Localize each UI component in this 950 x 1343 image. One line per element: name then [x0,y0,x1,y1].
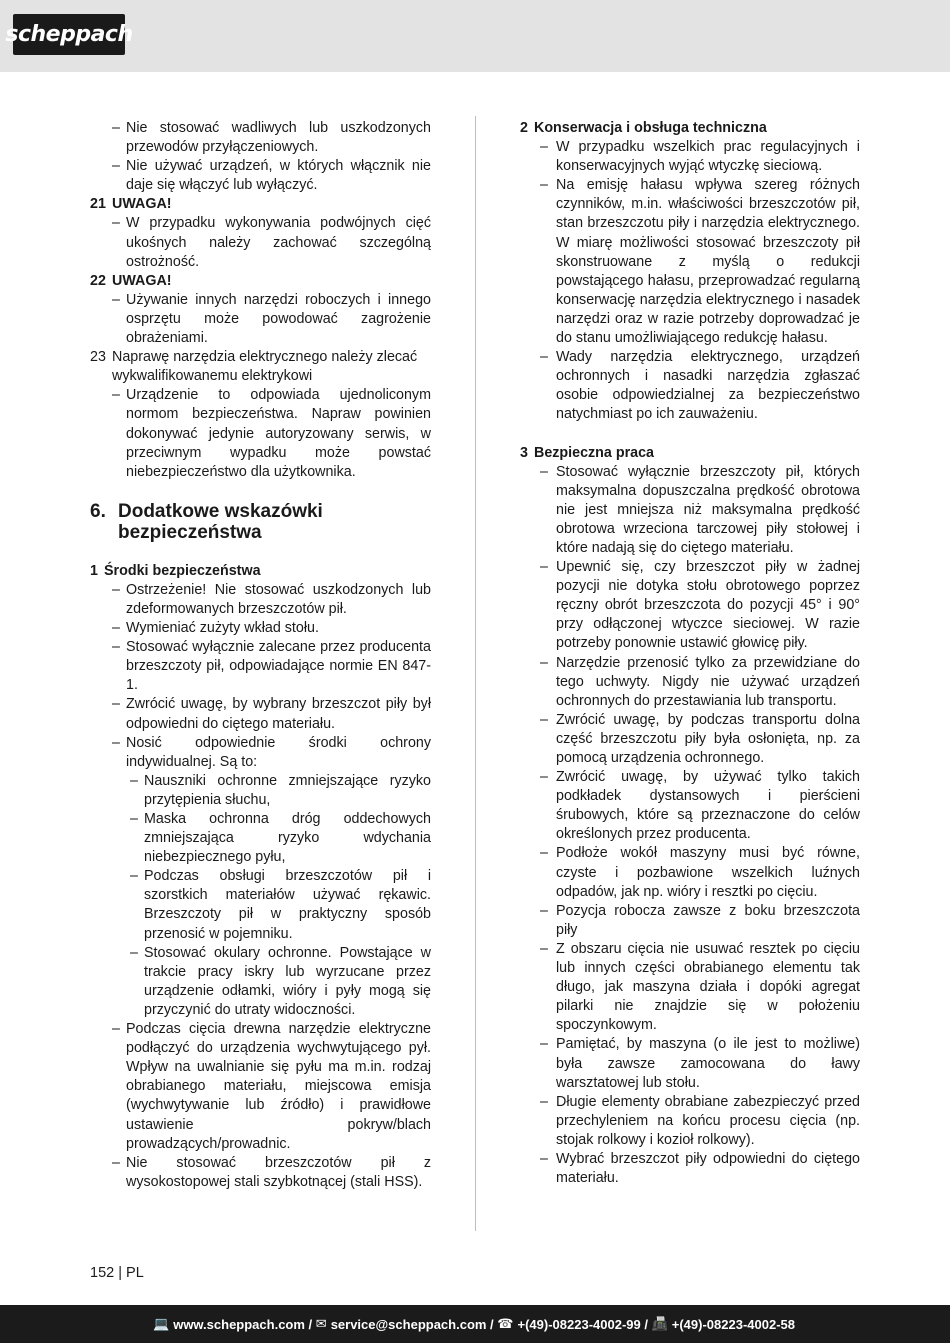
item-text: Urządzenie to odpowiada ujednoliconym normom bezpieczeństwa. Napraw powinien dokonywać jedynie autoryzowany serwis, w przeciwnym wypadku może powstać niebezpieczeństwo dla użytkownika. [126,387,431,480]
item-number: 23 [90,349,106,366]
list-item [90,157,431,195]
dash-marker: – [112,1154,120,1171]
warning-title: UWAGA! [112,196,172,213]
subsection-number: 1 [90,562,98,579]
list-item [520,1093,860,1150]
computer-icon: 💻 [153,1316,170,1331]
page-header [0,0,950,72]
sub-list-item [90,944,431,1020]
list-item [520,902,860,940]
dash-marker: – [540,1150,548,1167]
list-item [90,638,431,695]
item-text: W przypadku wszelkich prac regulacyjnych i konserwacyjnych wyjąć wtyczkę sieciową. [556,139,860,175]
item-text: Na emisję hałasu wpływa szereg różnych czynników, m.in. właściwości brzeszczotów pił, stan brzeszczotu piły i narzędzia elektrycznego. W miarę możliwości stosować brzeszczoty pił skonstruowane z myślą o redukcji powstającego hałasu, przeprowadzać regularną konserwację narzędzia elektrycznego i nasadek narzędzi oraz w razie potrzeby doprowadzać je do stanu umożliwiającego redukcję hałasu. [556,177,860,347]
dash-marker: – [112,291,120,308]
sub-list-item [90,810,431,867]
dash-marker: – [540,1036,548,1053]
sub-list-item [90,867,431,943]
subsection-title: Środki bezpieczeństwa [104,562,261,579]
list-item [90,1154,431,1192]
page-number-value: 152 [90,1265,115,1281]
item-text: Upewnić się, czy brzeszczot piły w żadnej pozycji nie dotyka stołu obrotowego poprzez ręczny obrót brzeszczota do pozycji 45° i 90° przy odłączonej wtyczce sieciowej. W razie potrzeby ponownie ustawić głowicę piły. [556,559,860,652]
list-item [520,711,860,768]
phone-icon: ☎ [497,1316,514,1331]
item-text: Wady narzędzia elektrycznego, urządzeń ochronnych i nasadki narzędzia zgłaszać osobie odpowiedzialnej za bezpieczeństwo natychmiast po ich zauważeniu. [556,349,860,423]
subsection-number: 3 [520,444,528,461]
dash-marker: – [112,734,120,751]
dash-marker: – [112,215,120,232]
item-text: Nie używać urządzeń, w których włącznik nie daje się włączyć lub wyłączyć. [126,158,431,194]
dash-marker: – [540,654,548,671]
section-title: Dodatkowe wskazówki bezpieczeństwa [118,500,323,543]
item-text: Pamiętać, by maszyna (o ile jest to możliwe) była zawsze zamocowana do ławy warsztatowej lub stołu. [556,1036,860,1091]
item-text: Nosić odpowiednie środki ochrony indywidualnej. Są to: [126,734,431,770]
numbered-item-23 [90,348,431,386]
item-text: Pozycja robocza zawsze z boku brzeszczota piły [556,902,860,938]
numbered-heading-22 [90,272,431,291]
dash-marker: – [112,1021,120,1038]
list-item [520,463,860,558]
dash-marker: – [540,711,548,728]
dash-marker: – [130,811,138,827]
logo-text: scheppach [5,22,133,47]
dash-marker: – [540,769,548,786]
dash-marker: – [112,387,120,404]
footer-email: service@scheppach.com / [330,1316,494,1332]
item-text: Zwrócić uwagę, by podczas transportu dolna część brzeszczotu piły była osłonięta, np. za pomocą urządzenia ochronnego. [556,711,860,766]
list-item [90,619,431,638]
fax-icon: 📠 [651,1316,668,1331]
item-text: Maska ochronna dróg oddechowych zmniejszająca ryzyko wdychania niebezpiecznego pyłu, [144,811,431,866]
item-text: Stosować wyłącznie zalecane przez producenta brzeszczoty pił, odpowiadające normie EN 847-1. [126,639,431,694]
list-item [90,291,431,348]
list-item [520,138,860,176]
numbered-heading-21 [90,195,431,214]
page-footer [0,1305,950,1343]
dash-marker: – [540,463,548,480]
dash-marker: – [112,620,120,637]
item-text: Długie elementy obrabiane zabezpieczyć przed przechyleniem na końcu procesu cięcia (np. stojak rolkowy i kozioł rolkowy). [556,1093,860,1148]
right-column [520,119,860,1188]
section-6-heading [90,501,431,543]
item-text: Ostrzeżenie! Nie stosować uszkodzonych lub zdeformowanych brzeszczotów pił. [126,581,431,617]
item-text: Zwrócić uwagę, by wybrany brzeszczot piły był odpowiedni do ciętego materiału. [126,696,431,732]
item-number: 21 [90,196,106,213]
item-text: Zwrócić uwagę, by używać tylko takich podkładek dystansowych i pierścieni śrubowych, które są przeznaczone do celów określonych przez producenta. [556,769,860,843]
item-number: 22 [90,272,106,289]
dash-marker: – [540,177,548,194]
left-column [90,119,431,1192]
item-text: Stosować okulary ochronne. Powstające w trakcie pracy iskry lub wyrzucane przez urządzenie odłamki, wióry i pyły mogą się przyczynić do utraty widoczności. [144,944,431,1018]
item-text: W przypadku wykonywania podwójnych cięć ukośnych należy zachować szczególną ostrożność. [126,215,431,270]
list-item [520,940,860,1035]
dash-marker: – [112,639,120,656]
subsection-2-heading [520,119,860,138]
item-text: Wybrać brzeszczot piły odpowiedni do ciętego materiału. [556,1150,860,1187]
dash-marker: – [130,772,138,789]
list-item [90,734,431,772]
dash-marker: – [540,139,548,156]
dash-marker: – [112,120,120,136]
list-item [520,1035,860,1092]
list-item [90,695,431,733]
email-icon: ✉ [315,1316,327,1331]
list-item [90,581,431,619]
dash-marker: – [112,581,120,598]
page-number [90,1265,144,1281]
section-number: 6. [90,500,106,522]
list-item [520,558,860,653]
page-language: PL [126,1265,144,1281]
warning-title: UWAGA! [112,272,172,289]
dash-marker: – [540,559,548,576]
dash-marker: – [112,696,120,713]
list-item [90,386,431,481]
dash-marker: – [540,349,548,366]
column-divider [475,116,476,1231]
dash-marker: – [540,940,548,957]
list-item [90,119,431,157]
dash-marker: – [540,902,548,919]
dash-marker: – [112,158,120,175]
list-item [520,768,860,844]
subsection-title: Bezpieczna praca [534,444,654,461]
item-text: Wymieniać zużyty wkład stołu. [126,620,319,637]
item-text: Z obszaru cięcia nie usuwać resztek po cięciu lub innych części obrabianego elementu tak długo, jak maszyna działa i dopóki agregat pilarki nie znajdzie się w położeniu spoczynkowym. [556,940,860,1034]
sub-list-item [90,772,431,810]
item-text: Nie stosować brzeszczotów pił z wysokostopowej stali szybkotnącej (stali HSS). [126,1154,431,1190]
list-item [90,1020,431,1154]
item-text: Nie stosować wadliwych lub uszkodzonych przewodów przyłączeniowych. [126,120,431,156]
subsection-3-heading [520,444,860,463]
item-text: Podłoże wokół maszyny musi być równe, czyste i pozbawione wszelkich luźnych odpadów, jak np. wióry i resztki po cięciu. [556,845,860,900]
item-text: Używanie innych narzędzi roboczych i innego osprzętu może powodować zagrożenie obrażeniami. [126,291,431,347]
subsection-1-heading [90,562,431,581]
list-item [520,654,860,711]
footer-phone: +(49)-08223-4002-99 / [517,1316,648,1332]
list-item [520,348,860,424]
item-text: Stosować wyłącznie brzeszczoty pił, których maksymalna dopuszczalna prędkość obrotowa nie jest mniejsza niż maksymalna prędkość obrotowa wrzeciona tarczowej piły stołowej i które nadają się do ciętego materiału. [556,463,860,556]
subsection-title: Konserwacja i obsługa techniczna [534,120,767,136]
item-text: Naprawę narzędzia elektrycznego należy zlecać wykwalifikowanemu elektrykowi [112,349,418,385]
dash-marker: – [540,845,548,862]
list-item [520,176,860,348]
item-text: Nauszniki ochronne zmniejszające ryzyko przytępienia słuchu, [144,772,431,808]
dash-marker: – [130,944,138,961]
list-item [520,844,860,901]
footer-website: www.scheppach.com / [173,1316,313,1332]
page-separator: | [118,1265,123,1281]
item-text: Podczas obsługi brzeszczotów pił i szorstkich materiałów używać rękawic. Brzeszczoty pił w praktyczny sposób przenosić w pojemniku. [144,868,431,942]
dash-marker: – [130,868,138,885]
list-item [90,214,431,271]
footer-fax: +(49)-08223-4002-58 [671,1316,795,1332]
item-text: Podczas cięcia drewna narzędzie elektryczne podłączyć do urządzenia wychwytującego pył. Wpływ na uwalnianie się pyłu ma m.in. rodzaj obrabianego materiału, miejscowa emisja (wychwytywanie lub źródło) i prawidłowe ustawienie pokryw/blach prowadzących/prowadnic. [126,1021,431,1152]
subsection-number: 2 [520,120,528,136]
dash-marker: – [540,1093,548,1110]
scheppach-logo [5,14,133,55]
item-text: Narzędzie przenosić tylko za przewidziane do tego uchwyty. Nigdy nie używać urządzeń ochronnych do przestawiania lub transportu. [556,654,860,709]
list-item [520,1150,860,1188]
